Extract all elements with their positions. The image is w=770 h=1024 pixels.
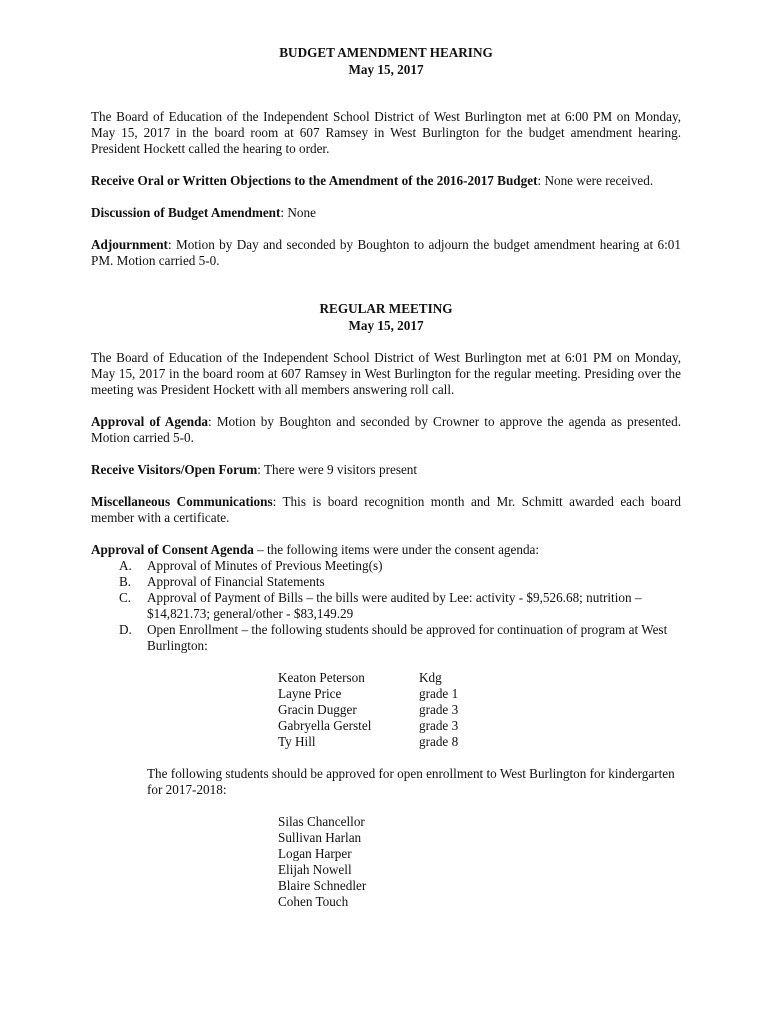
- minutes-content: [91, 44, 681, 910]
- consent-agenda-label: Approval of Consent Agenda: [91, 542, 254, 557]
- consent-item-minutes: [119, 558, 681, 574]
- consent-item-letter: D.: [119, 622, 132, 637]
- budget-hearing-title: BUDGET AMENDMENT HEARING: [279, 45, 493, 60]
- table-row: [278, 702, 681, 718]
- student-grade: grade 1: [419, 686, 459, 701]
- regular-meeting-title: REGULAR MEETING: [319, 301, 453, 316]
- continuation-students-table: [278, 670, 681, 750]
- consent-agenda-text: – the following items were under the consent agenda:: [253, 542, 540, 557]
- discussion-paragraph: [91, 205, 681, 221]
- consent-item-text: Open Enrollment – the following students should be approved for continuation of program at West Burlington:: [147, 622, 668, 653]
- consent-item-letter: C.: [119, 590, 132, 605]
- student-name: Keaton Peterson: [278, 670, 365, 685]
- objections-paragraph: [91, 173, 681, 189]
- consent-item-text: Approval of Financial Statements: [147, 574, 325, 589]
- student-name: Layne Price: [278, 686, 342, 701]
- communications-text: : This is board recognition month and Mr. Schmitt awarded each board member with a certificate.: [91, 494, 681, 525]
- list-item: Silas Chancellor: [278, 814, 365, 829]
- communications-paragraph: [91, 494, 681, 526]
- budget-hearing-date: May 15, 2017: [348, 62, 424, 77]
- approval-agenda-paragraph: [91, 414, 681, 446]
- consent-item-financial: [119, 574, 681, 590]
- student-grade: grade 3: [419, 702, 459, 717]
- consent-item-enrollment: [119, 622, 681, 654]
- visitors-text: : There were 9 visitors present: [257, 462, 418, 477]
- objections-label: Receive Oral or Written Objections to the Amendment of the 2016-2017 Budget: [91, 173, 538, 188]
- table-row: [278, 686, 681, 702]
- list-item: Logan Harper: [278, 846, 352, 861]
- adjournment-paragraph: [91, 237, 681, 269]
- student-grade: Kdg: [419, 670, 442, 685]
- student-grade: grade 8: [419, 734, 459, 749]
- objections-text: : None were received.: [537, 173, 654, 188]
- budget-hearing-intro: The Board of Education of the Independent School District of West Burlington met at 6:00 PM on Monday, May 15, 2017 in the board room at 607 Ramsey in West Burlington for the budget amendment hearing. President Hockett called the hearing to order.: [91, 109, 681, 156]
- kindergarten-intro: The following students should be approved for open enrollment to West Burlington for kindergarten for 2017-2018:: [147, 766, 675, 797]
- list-item: Cohen Touch: [278, 894, 349, 909]
- student-name: Gracin Dugger: [278, 702, 357, 717]
- consent-item-letter: A.: [119, 558, 132, 573]
- consent-item-letter: B.: [119, 574, 132, 589]
- approval-agenda-label: Approval of Agenda: [91, 414, 209, 429]
- consent-item-text: Approval of Minutes of Previous Meeting(s): [147, 558, 383, 573]
- consent-agenda-list: [91, 558, 681, 654]
- student-grade: grade 3: [419, 718, 459, 733]
- list-item: Sullivan Harlan: [278, 830, 362, 845]
- regular-meeting-heading: [91, 300, 681, 334]
- regular-meeting-intro: The Board of Education of the Independent School District of West Burlington met at 6:01 PM on Monday, May 15, 2017 in the board room at 607 Ramsey in West Burlington for the regular meeting. Presiding over the meeting was President Hockett with all members answering roll call.: [91, 350, 681, 397]
- budget-hearing-heading: [91, 44, 681, 78]
- table-row: [278, 718, 681, 734]
- approval-agenda-text: : Motion by Boughton and seconded by Crowner to approve the agenda as presented. Motion carried 5-0.: [91, 414, 681, 445]
- discussion-label: Discussion of Budget Amendment: [91, 205, 281, 220]
- adjournment-label: Adjournment: [91, 237, 168, 252]
- table-row: [278, 734, 681, 750]
- consent-item-text: Approval of Payment of Bills – the bills were audited by Lee: activity - $9,526.68; nutrition – $14,821.73; general/other - $83,149.29: [147, 590, 642, 621]
- consent-item-bills: [119, 590, 681, 622]
- student-name: Gabryella Gerstel: [278, 718, 372, 733]
- student-name: Ty Hill: [278, 734, 316, 749]
- consent-agenda-paragraph: [91, 542, 681, 558]
- visitors-paragraph: [91, 462, 681, 478]
- list-item: Blaire Schnedler: [278, 878, 367, 893]
- kindergarten-students-list: [278, 814, 681, 910]
- table-row: [278, 670, 681, 686]
- adjournment-text: : Motion by Day and seconded by Boughton to adjourn the budget amendment hearing at 6:01 PM. Motion carried 5-0.: [91, 237, 681, 268]
- discussion-text: : None: [280, 205, 316, 220]
- communications-label: Miscellaneous Communications: [91, 494, 273, 509]
- regular-meeting-date: May 15, 2017: [348, 318, 424, 333]
- visitors-label: Receive Visitors/Open Forum: [91, 462, 258, 477]
- list-item: Elijah Nowell: [278, 862, 352, 877]
